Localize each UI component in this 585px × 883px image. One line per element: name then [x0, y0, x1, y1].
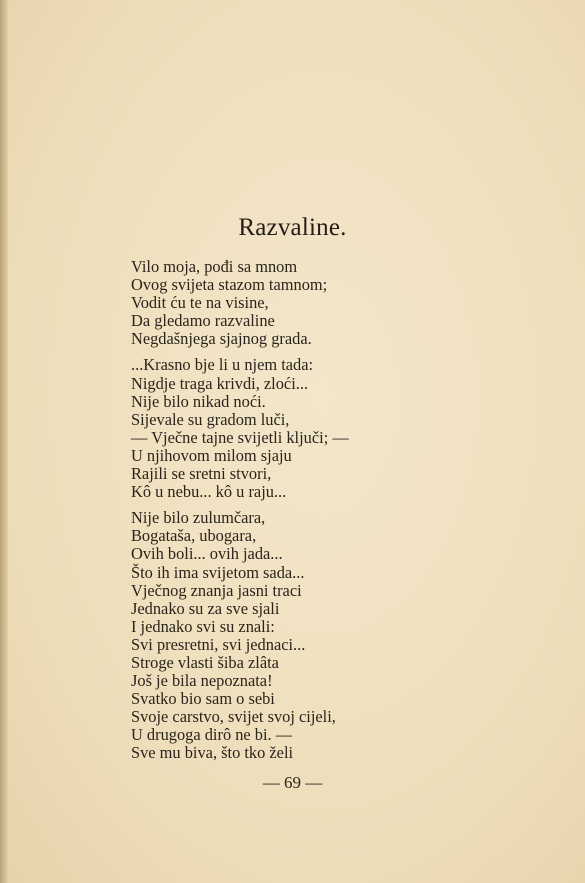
poem-line: Svatko bio sam o sebi [131, 689, 275, 709]
stanza-1 [131, 258, 349, 348]
poem-line: Da gledamo razvaline [131, 311, 275, 331]
poem-body [131, 258, 349, 771]
stanza-2 [131, 356, 349, 501]
poem-line: Sijevale su gradom luči, [131, 409, 290, 429]
poem-line: Što ih ima svijetom sada... [131, 562, 305, 582]
poem-line: ...Krasno bje li u njem tada: [131, 355, 314, 375]
poem-line: Ovih boli... ovih jada... [131, 544, 283, 564]
poem-line: U drugoga dirô ne bi. — [131, 725, 293, 745]
poem-line: Svoje carstvo, svijet svoj cijeli, [131, 707, 336, 727]
page-spine-shadow [0, 0, 8, 883]
poem-line: — Vječne tajne svijetli ključi; — [131, 427, 349, 447]
poem-line: Još je bila nepoznata! [131, 671, 273, 691]
poem-line: Nije bilo nikad noći. [131, 391, 266, 411]
poem-line: Sve mu biva, što tko želi [131, 743, 294, 763]
poem-line: Jednako su za sve sjali [131, 598, 280, 618]
poem-line: U njihovom milom sjaju [131, 445, 292, 465]
stanza-3 [131, 509, 349, 762]
poem-line: Vodit ću te na visine, [131, 293, 269, 313]
poem-line: Bogataša, ubogara, [131, 526, 257, 546]
poem-line: Nije bilo zulumčara, [131, 508, 266, 528]
poem-line: Negdašnjega sjajnog grada. [131, 329, 312, 349]
poem-line: Vilo moja, pođi sa mnom [131, 257, 298, 276]
poem-line: Nigdje traga krivdi, zloći... [131, 373, 309, 393]
poem-line: Vječnog znanja jasni traci [131, 580, 302, 600]
poem-line: Ovog svijeta stazom tamnom; [131, 275, 328, 295]
page-number: — 69 — [262, 773, 323, 792]
poem-line: Svi presretni, svi jednaci... [131, 634, 306, 654]
poem-line: Kô u nebu... kô u raju... [131, 482, 287, 502]
poem-line: Stroge vlasti šiba zlâta [131, 652, 279, 672]
poem-line: Rajili se sretni stvori, [131, 464, 272, 484]
poem-title: Razvaline. [238, 214, 347, 241]
poem-line: I jednako svi su znali: [131, 616, 275, 636]
